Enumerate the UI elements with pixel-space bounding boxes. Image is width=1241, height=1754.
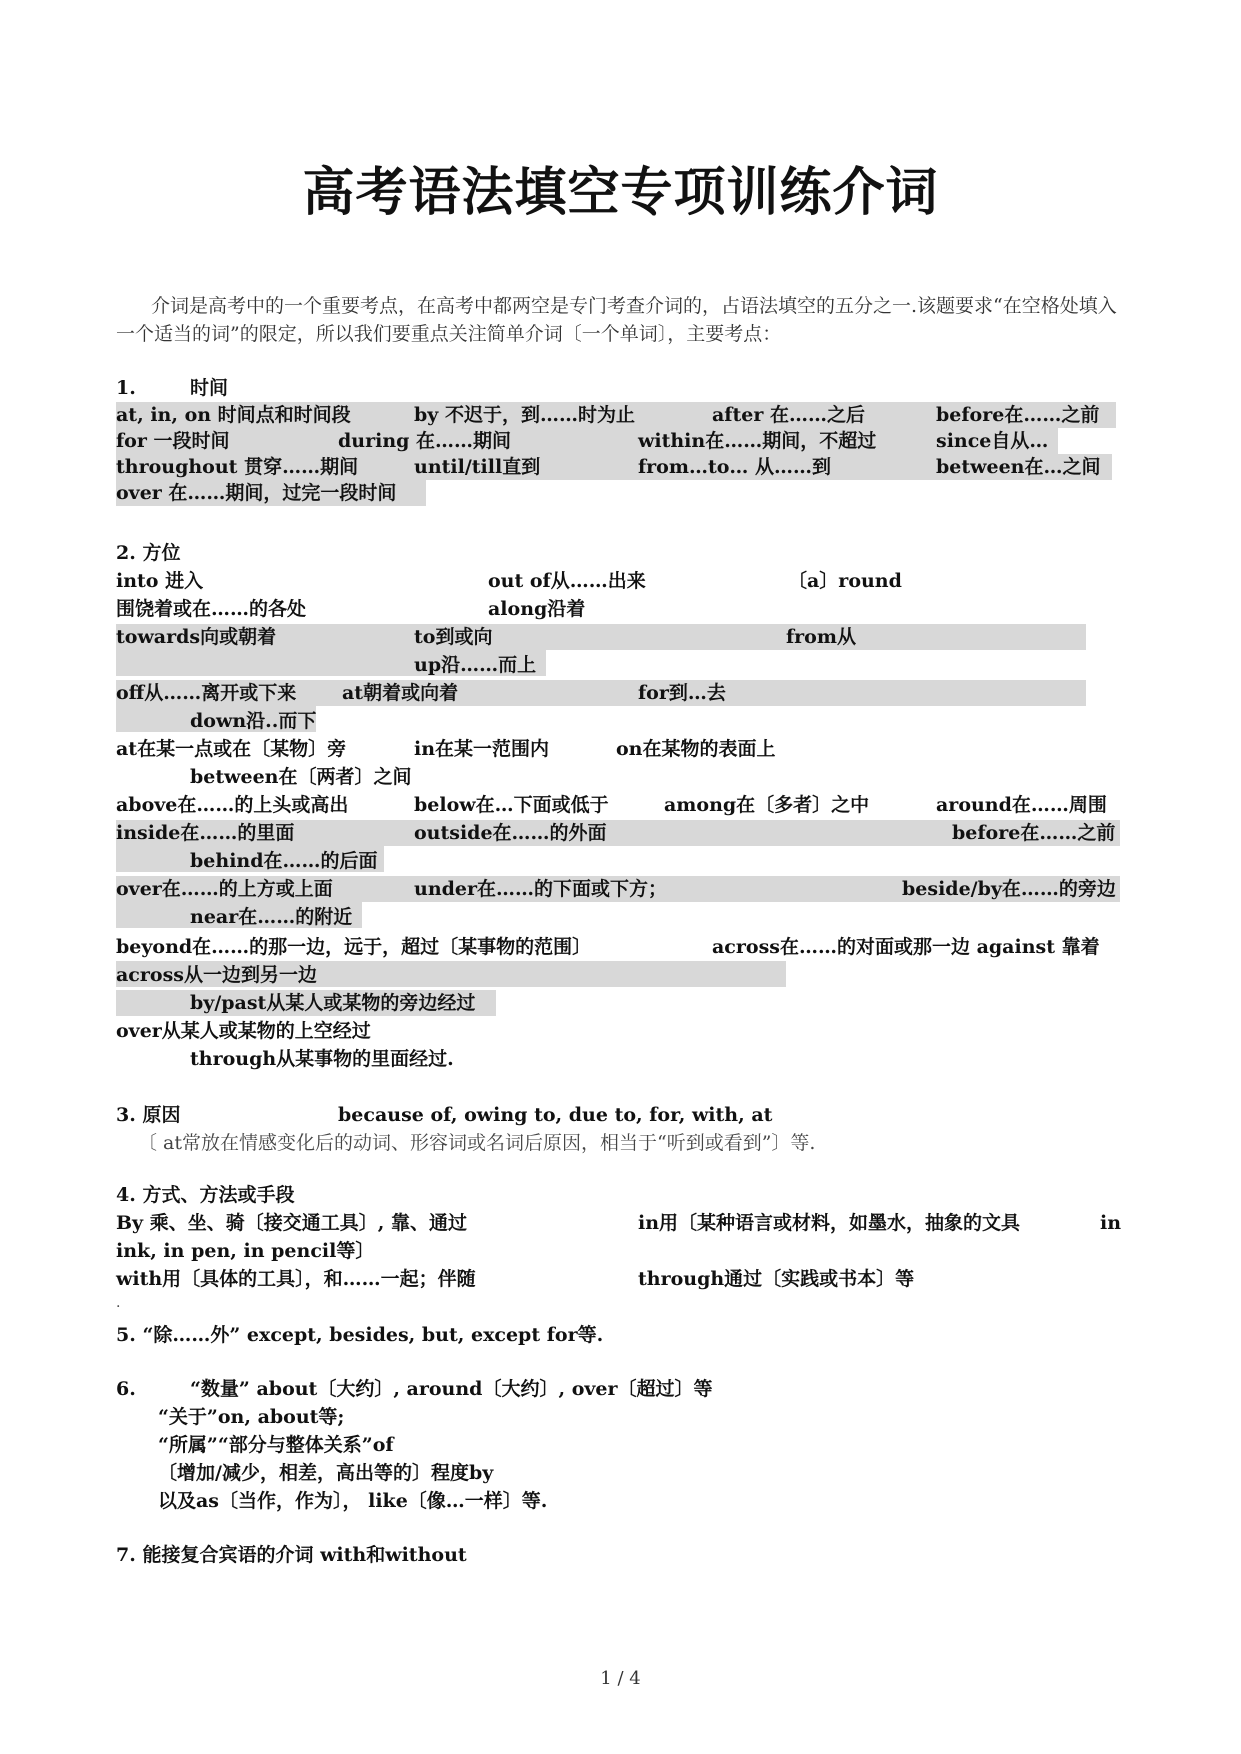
cause-note: 〔 at常放在情感变化后的动词、形容词或名词后原因，相当于“听到或看到”〕等. [138, 1132, 816, 1154]
section-6-line: “所属”“部分与整体关系”of [158, 1434, 394, 1456]
position-item: across从一边到另一边 [116, 964, 317, 986]
stray-dot: . [116, 1295, 121, 1311]
position-item: over从某人或某物的上空经过 [116, 1020, 371, 1042]
section-1-heading: 时间 [190, 377, 229, 399]
position-item: at朝着或向着 [342, 682, 459, 704]
position-item: along沿着 [488, 598, 586, 620]
time-item: between在…之间 [936, 456, 1101, 478]
section-1-number: 1. [116, 377, 136, 399]
time-item: during 在……期间 [338, 430, 512, 452]
section-6-line: 〔增加/减少，相差，高出等的〕程度by [158, 1462, 494, 1484]
manner-item: with用〔具体的工具〕，和……一起；伴随 [116, 1268, 476, 1290]
position-item: beside/by在……的旁边 [902, 878, 1116, 900]
time-item: throughout 贯穿……期间 [116, 456, 359, 478]
position-item: beyond在……的那一边，远于，超过〔某事物的范围〕 [116, 936, 592, 958]
section-6-number: 6. [116, 1378, 136, 1400]
time-item: from…to… 从……到 [638, 456, 832, 478]
manner-item: By 乘、坐、骑〔接交通工具〕, 靠、通过 [116, 1212, 467, 1234]
intro-paragraph: 介词是高考中的一个重要考点，在高考中都两空是专门考查介词的，占语法填空的五分之一.该题要求“在空格处填入一个适当的词”的限定，所以我们要重点关注简单介词〔一个单词〕，主要考点： [116, 295, 1117, 345]
position-item: below在…下面或低于 [414, 794, 609, 816]
manner-item: through通过〔实践或书本〕等 [638, 1268, 915, 1290]
position-item: by/past从某人或某物的旁边经过 [190, 992, 476, 1014]
position-item: to到或向 [414, 626, 493, 648]
time-item: after 在……之后 [712, 404, 865, 426]
position-item: down沿..而下 [190, 710, 317, 732]
time-item: over 在……期间，过完一段时间 [116, 482, 397, 504]
time-item: by 不迟于，到……时为止 [414, 404, 635, 426]
position-item: out of从……出来 [488, 570, 646, 592]
position-item: across在……的对面或那一边 against 靠着 [712, 936, 1100, 958]
section-6-line: 以及as〔当作，作为〕， like〔像…一样〕等. [158, 1490, 548, 1512]
position-item: up沿……而上 [414, 654, 537, 676]
time-item: within在……期间，不超过 [638, 430, 877, 452]
highlight-band [116, 428, 1058, 454]
section-4-heading: 4. 方式、方法或手段 [116, 1184, 295, 1206]
position-item: behind在……的后面 [190, 850, 378, 872]
position-item: on在某物的表面上 [616, 738, 776, 760]
position-item: under在……的下面或下方； [414, 878, 668, 900]
position-item: around在……周围 [936, 794, 1107, 816]
section-2-heading: 2. 方位 [116, 542, 181, 564]
section-3-heading: 3. 原因 [116, 1104, 181, 1126]
position-item: over在……的上方或上面 [116, 878, 333, 900]
cause-list: because of, owing to, due to, for, with, at [338, 1104, 773, 1126]
position-item: outside在……的外面 [414, 822, 607, 844]
position-item: near在……的附近 [190, 906, 353, 928]
section-6-line: “关于”on, about等; [158, 1406, 345, 1428]
position-item: in在某一范围内 [414, 738, 550, 760]
position-item: 围饶着或在……的各处 [116, 598, 307, 620]
page-number: 1 / 4 [600, 1668, 641, 1689]
time-item: until/till直到 [414, 456, 541, 478]
position-item: above在……的上头或高出 [116, 794, 349, 816]
position-item: inside在……的里面 [116, 822, 295, 844]
position-item: into 进入 [116, 570, 204, 592]
manner-item: in [1100, 1212, 1122, 1234]
position-item: before在……之前 [952, 822, 1116, 844]
position-item: at在某一点或在〔某物〕旁 [116, 738, 347, 760]
section-7-line: 7. 能接复合宾语的介词 with和without [116, 1544, 467, 1566]
section-6-line: “数量” about〔大约〕, around〔大约〕, over〔超过〕等 [190, 1378, 713, 1400]
time-item: at, in, on 时间点和时间段 [116, 404, 351, 426]
position-item: for到…去 [638, 682, 726, 704]
position-item: towards向或朝着 [116, 626, 277, 648]
time-item: for 一段时间 [116, 430, 230, 452]
position-item: off从……离开或下来 [116, 682, 297, 704]
time-item: before在……之前 [936, 404, 1100, 426]
position-item: among在〔多者〕之中 [664, 794, 870, 816]
position-item: from从 [786, 626, 856, 648]
manner-item: ink, in pen, in pencil等〕 [116, 1240, 375, 1262]
manner-item: in用〔某种语言或材料，如墨水，抽象的文具 [638, 1212, 1021, 1234]
time-item: since自从… [936, 430, 1049, 452]
page-title: 高考语法填空专项训练介词 [302, 162, 939, 223]
section-5-line: 5. “除……外” except, besides, but, except for等. [116, 1324, 604, 1346]
position-item: between在〔两者〕之间 [190, 766, 412, 788]
position-item: 〔a〕round [788, 570, 902, 592]
position-item: through从某事物的里面经过. [190, 1048, 454, 1070]
